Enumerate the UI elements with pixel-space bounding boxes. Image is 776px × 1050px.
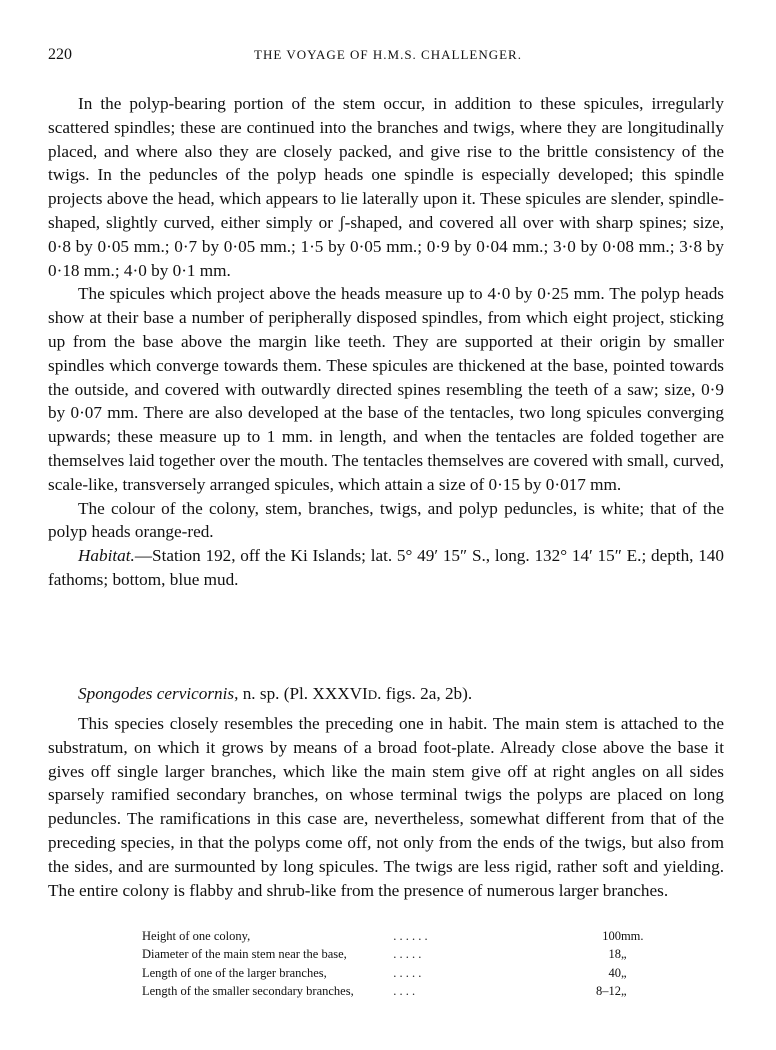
table-row [142, 927, 662, 946]
measure-label: Length of one of the larger branches, [142, 965, 327, 980]
measure-unit: „ [620, 965, 627, 980]
measure-value: 18 [608, 947, 621, 962]
table-row [142, 964, 662, 983]
measure-value: 100 [602, 928, 621, 943]
page-number: 220 [48, 46, 72, 63]
paragraph-spicules-heads: The spicules which project above the heads measure up to 4·0 by 0·25 mm. The polyp heads show at their base a number of peripherally disposed spindles, from which eight project, sticking up from the base above the margin like teeth. They are supported at their origin by smaller spindles which converge towards them. These spicules are thickened at the base, pointed towards the outside, and covered with outwardly directed spines resembling the teeth of a saw; size, 0·9 by 0·07 mm. There are also developed at the base of the tentacles, two long spicules converging upwards; these measure up to 1 mm. in length, and when the tentacles are folded together are themselves laid together over the mouth. The tentacles themselves are covered with small, curved, scale-like, transversely arranged spicules, which attain a size of 0·15 by 0·017 mm. [48, 284, 724, 494]
measure-label: Length of the smaller secondary branches, [142, 984, 354, 999]
table-row [142, 983, 662, 1002]
page-header [48, 46, 728, 68]
table-row [142, 946, 662, 965]
leader-dots: . . . . . . [393, 928, 428, 943]
paragraph-habitat [48, 544, 724, 592]
measure-label: Height of one colony, [142, 928, 251, 943]
leader-dots: . . . . . [393, 965, 422, 980]
paragraph-species-description: This species closely resembles the preceding one in habit. The main stem is attached to the substratum, on which it grows by means of a broad foot-plate. Already close above the base it gives off single larger branches, which like the main stem give off at right angles on all sides sparsely ramified secondary branches, on whose terminal twigs the polyps are placed on long peduncles. The ramifications in this case are, nevertheless, somewhat different from that of the preceding species, in that the polyps come off, not only from the ends of the twigs, but also from the sides, and are surmounted by long spicules. The twigs are less rigid, rather soft and yielding. The entire colony is flabby and shrub-like from the presence of numerous larger branches. [48, 714, 724, 900]
leader-dots: . . . . . [393, 947, 422, 962]
measure-label: Diameter of the main stem near the base, [142, 947, 347, 962]
paragraph-colour: The colour of the colony, stem, branches, twigs, and polyp peduncles, is white; that of the polyp heads orange-red. [48, 498, 724, 542]
plate-letter: D [367, 687, 378, 702]
species-name: Spongodes cervicornis [78, 684, 235, 703]
measure-unit: mm. [620, 928, 644, 943]
leader-dots: . . . . [393, 984, 416, 999]
measure-value: 8–12 [595, 984, 621, 999]
species-heading [78, 682, 718, 707]
measure-unit: „ [620, 947, 627, 962]
habitat-label: Habitat. [78, 546, 135, 566]
measurements-table [142, 927, 662, 1001]
body-section-species [48, 712, 724, 902]
paragraph-polyp-stem: In the polyp-bearing portion of the stem occur, in addition to these spicules, irregularly scattered spindles; these are continued into the branches and twigs, where they are longitudinally placed, and where also they are closely packed, and give rise to the brittle consistency of the twigs. In the peduncles of the polyp heads one spindle is especially developed; this spindle projects above the head, which appears to lie laterally upon it. These spicules are slender, spindle-shaped, slightly curved, either simply or ʃ-shaped, and covered all over with sharp spines; size, 0·8 by 0·05 mm.; 0·7 by 0·05 mm.; 1·5 by 0·05 mm.; 0·9 by 0·04 mm.; 3·0 by 0·08 mm.; 3·8 by 0·18 mm.; 4·0 by 0·1 mm. [48, 94, 724, 280]
measure-unit: „ [620, 984, 627, 999]
measure-value: 40 [608, 965, 621, 980]
body-section-top [48, 92, 724, 592]
species-suffix: , n. sp. (Pl. XXXVI [234, 684, 368, 703]
habitat-text: —Station 192, off the Ki Islands; lat. 5° 49′ 15″ S., long. 132° 14′ 15″ E.; depth, 140 fathoms; bottom, blue mud. [48, 546, 724, 589]
species-figs: . figs. 2a, 2b). [377, 684, 473, 703]
running-title: THE VOYAGE OF H.M.S. CHALLENGER. [254, 47, 522, 62]
